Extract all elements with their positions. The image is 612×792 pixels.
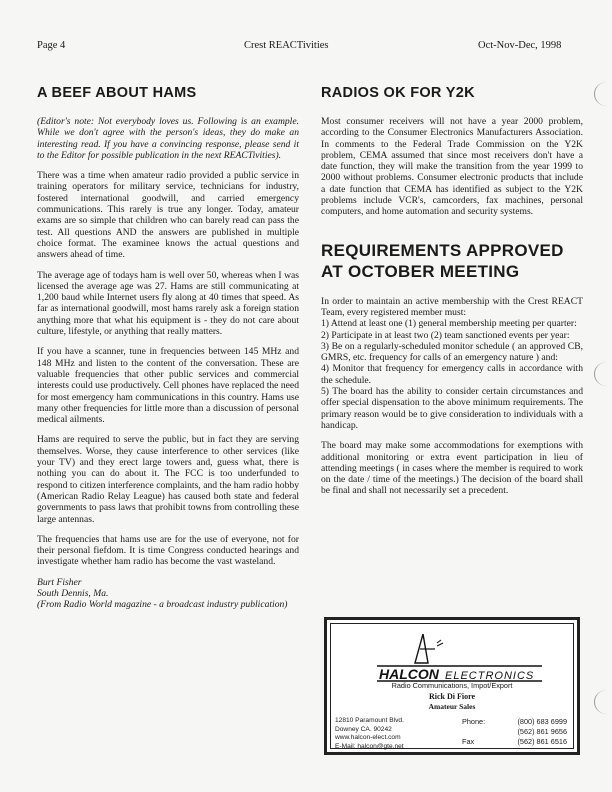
left-column [37,84,299,611]
ad-address-line: Downey CA. 90242 [335,725,392,733]
ad-phone-2: (562) 861 9656 [517,726,567,736]
requirement-item-5: 5) The board has the ability to consider certain circumstances and offer special dispensation to the above minimum requirements. The primary reason would be to give consideration to individuals with a handicap. [321,386,583,431]
ad-phone-1: (800) 683 6999 [517,717,567,726]
ad-phone-label: Phone: [462,717,486,726]
ad-contact-name: Rick Di Fiore [428,692,476,701]
logo-electronics-text: ELECTRONICS [445,670,535,682]
requirement-item-1: 1) Attend at least one (1) general membership meeting per quarter: [321,318,577,330]
binder-hole [594,82,612,106]
signal-wave-icon [437,643,443,646]
page-number: Page 4 [37,40,66,51]
signature-source: (From Radio World magazine - a broadcast industry publication) [37,599,288,611]
y2k-article-title: RADIOS OK FOR Y2K [321,85,475,101]
y2k-body: Most consumer receivers will not have a year 2000 problem, according to the Consumer Electronics Manufacturers Association. In comments to the Federal Trade Commission on the Y2K problem, CEMA assumed that since most receivers don't have a date function, they will make the transition from the year 1999 to 2000 without problems. Consumer electronic products that include a date function that CEMA has identified as subject to the Y2K problems include VCR's, camcorders, fax machines, personal computers, and home automation and security systems. [321,116,583,218]
requirement-item-3: 3) Be on a regularly-scheduled monitor schedule ( an approved CB, GMRS, etc. frequency for calls of an emergency nature ) and: [321,340,583,364]
requirements-intro: In order to maintain an active membership with the Crest REACT Team, every registered member must: [321,295,583,318]
issue-date: Oct-Nov-Dec, 1998 [478,40,562,51]
requirements-closing: The board may make some accommodations for exemptions with additional monitoring or extra event participation in lieu of attending meetings ( in cases where the member is required to work on the date / time of the meetings.) The decision of the board shall be final and shall not necessarily set a precedent. [321,440,583,497]
halcon-logo [377,630,542,685]
beef-paragraph-3: If you have a scanner, tune in frequencies between 145 MHz and 148 MHz and listen to the content of the conversation. These are valuable frequencies that other public services and commercial interests could use productively. Cell phones have replaced the need for most emergency ham communications in this country. Hams use many other frequencies for little more than a discussion of personal medical ailments. [37,346,299,426]
editor-note: (Editor's note: Not everybody loves us. Following is an example. While we don't agree with the person's ideas, they do make an interesting read. If you have a convincing response, please send it to the Editor for possible publication in the next REACTivities). [37,116,299,161]
signature-place: South Dennis, Ma. [37,587,109,599]
ad-contact-role: Amateur Sales [428,702,476,711]
binder-hole [594,362,612,386]
ad-address [335,717,404,751]
signature-name: Burt Fisher [37,576,82,588]
logo-halcon-text: HALCON [379,666,439,682]
ad-subtitle: Radio Communications, Impot/Export [391,681,513,690]
ad-website: www.halcon-elect.com [335,734,401,742]
newsletter-title: Crest REACTivities [244,40,329,51]
requirement-item-2: 2) Participate in at least two (2) team sanctioned events per year: [321,329,570,341]
right-column [321,84,583,506]
requirements-title: REQUIREMENTS APPROVED AT OCTOBER MEETING [321,240,564,281]
beef-paragraph-5: The frequencies that hams use are for the use of everyone, not for their personal fiefdom. It is time Congress conducted hearings and investigate whether ham radio has become the vast wasteland. [37,533,299,568]
beef-article-title: A BEEF ABOUT HAMS [37,85,197,101]
ad-phone-block [462,717,567,746]
beef-paragraph-4: Hams are required to serve the public, but in fact they are serving themselves. Worse, they cause interference to other services (like your TV) and they erect large towers and, guess what, there is nothing you can do about it. The FCC is too underfunded to respond to citizen interference complaints, and the ham radio hobby (American Radio Relay League) has caused both state and federal governments to pass laws that prohibit towns from controlling these large antennas. [37,434,299,525]
signal-wave-icon [437,640,441,643]
ad-address-line: 12810 Paramount Blvd. [335,717,404,724]
beef-paragraph-2: The average age of todays ham is well over 50, whereas when I was licensed the average age was 27. Hams are still communicating at 1,200 baud while Internet users fly along at 40 times that speed. As far as international goodwill, most hams rarely ask a foreign station anything more that what his equipment is - they do not care about culture, lifestyle, or anything that really matters. [37,269,299,338]
beef-paragraph-1: There was a time when amateur radio provided a public service in training operators for military service, technicians for industry, fostered international goodwill, and carried emergency communications. This rarely is true any longer. Today, amateur exams are so simple that children who can barely read can pass the test. All questions AND the answers are published in multiple choice format. The examinee knows the actual questions and answers ahead of time. [37,170,299,261]
binder-hole [594,690,612,714]
ad-fax: (562) 861 6516 [517,736,567,746]
requirement-item-4: 4) Monitor that frequency for emergency calls in accordance with the schedule. [321,363,583,386]
halcon-advertisement [324,617,580,755]
ad-email: E-Mail: halcon@gte.net [335,742,404,750]
ad-fax-label: Fax [462,736,475,746]
